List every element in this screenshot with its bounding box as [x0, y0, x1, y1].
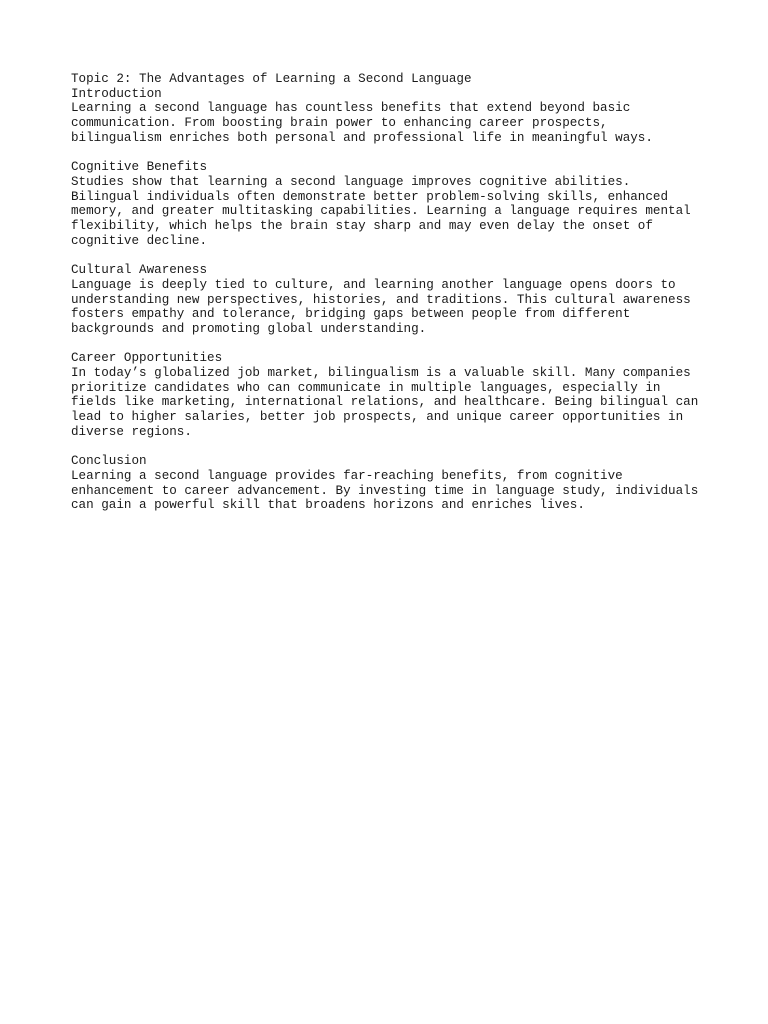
- paragraph-line: prioritize candidates who can communicate in multiple languages, especially in: [71, 380, 661, 395]
- paragraph-line: Studies show that learning a second language improves cognitive abilities.: [71, 174, 631, 189]
- section-heading: Cognitive Benefits: [71, 160, 208, 175]
- paragraph-line: cognitive decline.: [71, 233, 208, 248]
- section-cultural-awareness: [71, 263, 711, 337]
- paragraph-line: communication. From boosting brain power to enhancing career prospects,: [71, 116, 608, 131]
- paragraph-line: memory, and greater multitasking capabilities. Learning a language requires mental: [71, 204, 691, 219]
- paragraph-line: understanding new perspectives, histories, and traditions. This cultural awareness: [71, 292, 691, 307]
- document-title: Topic 2: The Advantages of Learning a Second Language: [71, 72, 472, 86]
- paragraph-line: backgrounds and promoting global understanding.: [71, 321, 427, 336]
- section-cognitive-benefits: [71, 160, 711, 248]
- section-heading: Conclusion: [71, 454, 147, 469]
- paragraph-line: lead to higher salaries, better job prospects, and unique career opportunities in: [71, 410, 684, 425]
- paragraph-line: Learning a second language provides far-reaching benefits, from cognitive: [71, 468, 623, 483]
- document-page: [71, 72, 711, 528]
- section-introduction: [71, 87, 711, 146]
- paragraph-line: fosters empathy and tolerance, bridging gaps between people from different: [71, 307, 631, 322]
- section-heading: Introduction: [71, 86, 162, 101]
- paragraph-line: Bilingual individuals often demonstrate better problem-solving skills, enhanced: [71, 189, 669, 204]
- paragraph-line: In today’s globalized job market, bilingualism is a valuable skill. Many companies: [71, 366, 691, 381]
- paragraph-line: can gain a powerful skill that broadens horizons and enriches lives.: [71, 498, 585, 513]
- paragraph-line: bilingualism enriches both personal and professional life in meaningful ways.: [71, 130, 653, 145]
- paragraph-line: Language is deeply tied to culture, and learning another language opens doors to: [71, 277, 676, 292]
- section-heading: Cultural Awareness: [71, 263, 208, 278]
- paragraph-line: enhancement to career advancement. By investing time in language study, individuals: [71, 483, 699, 498]
- section-conclusion: [71, 454, 711, 513]
- paragraph-line: fields like marketing, international relations, and healthcare. Being bilingual can: [71, 395, 699, 410]
- paragraph-line: flexibility, which helps the brain stay sharp and may even delay the onset of: [71, 219, 653, 234]
- paragraph-line: Learning a second language has countless benefits that extend beyond basic: [71, 101, 631, 116]
- section-heading: Career Opportunities: [71, 351, 223, 366]
- section-career-opportunities: [71, 351, 711, 439]
- paragraph-line: diverse regions.: [71, 424, 192, 439]
